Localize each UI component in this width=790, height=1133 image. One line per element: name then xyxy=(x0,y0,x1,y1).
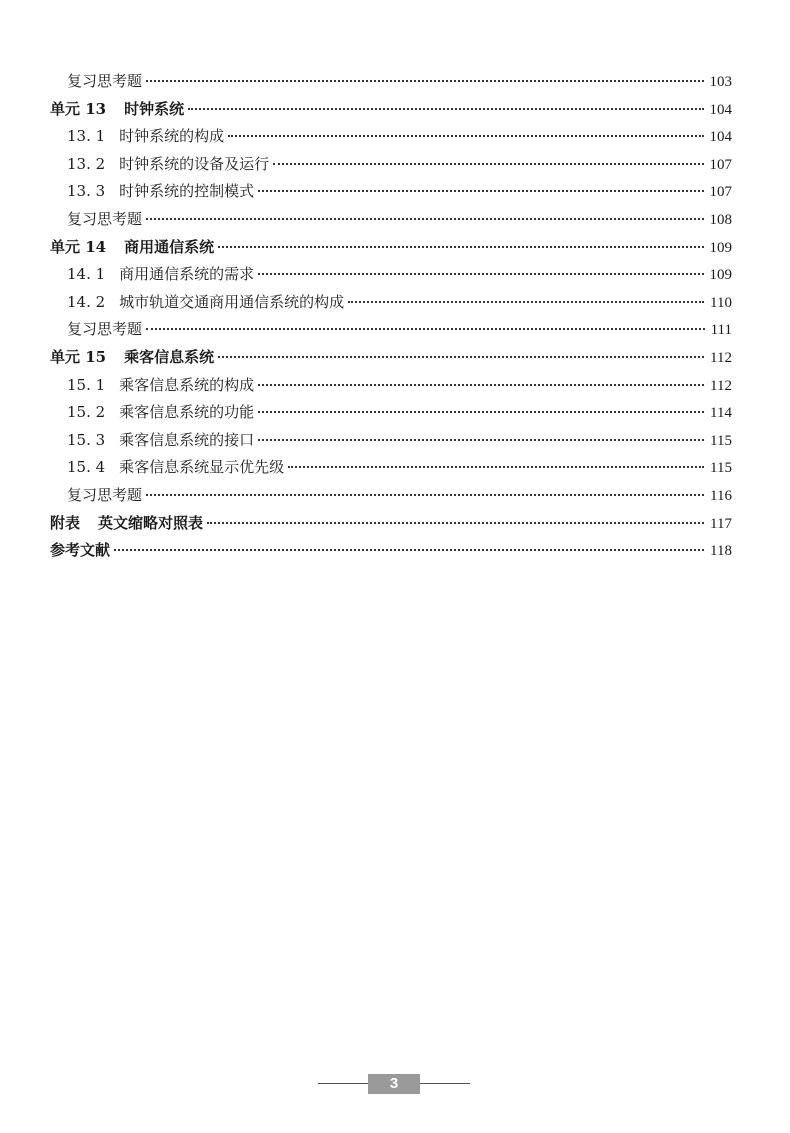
toc-unit-number: 单元 14 xyxy=(50,237,107,256)
dot-leader xyxy=(146,80,703,82)
dot-leader xyxy=(273,163,703,165)
toc-section-number: 15. 3 xyxy=(67,430,106,449)
toc-entry[interactable] xyxy=(50,399,732,427)
toc-unit-entry[interactable] xyxy=(50,96,732,124)
toc-entry-title: 商用通信系统的需求 xyxy=(119,265,255,284)
dot-leader xyxy=(258,439,704,441)
dot-leader xyxy=(288,466,704,468)
dot-leader xyxy=(218,356,704,358)
toc-entry-title: 乘客信息系统的构成 xyxy=(119,375,255,394)
toc-entry-page: 118 xyxy=(710,543,732,560)
toc-section-number: 14. 1 xyxy=(67,265,106,284)
toc-entry-title: 参考文献 xyxy=(50,541,111,560)
toc-entry-page: 110 xyxy=(710,294,732,311)
dot-leader xyxy=(114,549,704,551)
toc-appendix-entry[interactable] xyxy=(50,510,732,538)
toc-entry-page: 109 xyxy=(709,267,732,284)
footer-rule-right xyxy=(420,1083,470,1084)
toc-entry-page: 107 xyxy=(709,156,732,173)
toc-unit-number: 单元 13 xyxy=(50,99,107,118)
table-of-contents xyxy=(50,68,732,565)
toc-unit-number: 单元 15 xyxy=(50,347,107,366)
toc-entry-title: 时钟系统的设备及运行 xyxy=(119,154,270,173)
toc-entry-title: 商用通信系统 xyxy=(124,237,215,256)
toc-references-entry[interactable] xyxy=(50,537,732,565)
toc-entry-title: 复习思考题 xyxy=(67,320,143,339)
toc-entry[interactable] xyxy=(50,482,732,510)
toc-entry-page: 111 xyxy=(710,322,732,339)
dot-leader xyxy=(207,522,704,524)
toc-entry-title: 复习思考题 xyxy=(67,72,143,90)
toc-entry-title: 时钟系统 xyxy=(124,99,185,118)
toc-section-number: 13. 3 xyxy=(67,182,106,201)
toc-entry-title: 乘客信息系统 xyxy=(124,347,215,366)
dot-leader xyxy=(348,301,704,303)
toc-entry[interactable] xyxy=(50,206,732,234)
toc-entry-page: 112 xyxy=(710,377,732,394)
toc-entry-title: 复习思考题 xyxy=(67,209,143,228)
toc-entry[interactable] xyxy=(50,68,732,96)
toc-section-number: 15. 1 xyxy=(67,375,106,394)
dot-leader xyxy=(258,411,704,413)
toc-entry-page: 107 xyxy=(709,184,732,201)
dot-leader xyxy=(258,190,703,192)
dot-leader xyxy=(146,494,704,496)
page-number-badge: 3 xyxy=(368,1074,420,1094)
toc-entry-title: 城市轨道交通商用通信系统的构成 xyxy=(119,292,345,311)
toc-entry-page: 109 xyxy=(709,239,732,256)
toc-entry-page: 108 xyxy=(709,211,732,228)
page-footer xyxy=(0,1072,790,1096)
toc-section-number: 13. 1 xyxy=(67,127,106,146)
toc-section-number: 15. 2 xyxy=(67,403,106,422)
toc-entry-page: 116 xyxy=(710,487,732,504)
footer-rule-left xyxy=(318,1083,370,1084)
toc-entry[interactable] xyxy=(50,427,732,455)
toc-section-number: 14. 2 xyxy=(67,292,106,311)
toc-unit-entry[interactable] xyxy=(50,234,732,262)
dot-leader xyxy=(188,108,703,110)
toc-entry-title: 复习思考题 xyxy=(67,485,143,504)
dot-leader xyxy=(258,384,704,386)
toc-entry-title: 乘客信息系统显示优先级 xyxy=(119,458,285,477)
toc-entry[interactable] xyxy=(50,123,732,151)
toc-entry-page: 103 xyxy=(709,74,732,90)
toc-entry-page: 112 xyxy=(710,349,732,366)
toc-entry-title: 乘客信息系统的接口 xyxy=(119,430,255,449)
dot-leader xyxy=(218,246,703,248)
toc-entry-page: 114 xyxy=(710,405,732,422)
toc-section-number: 15. 4 xyxy=(67,458,106,477)
dot-leader xyxy=(146,328,705,330)
dot-leader xyxy=(146,218,703,220)
toc-entry-page: 104 xyxy=(709,101,732,118)
toc-unit-entry[interactable] xyxy=(50,344,732,372)
toc-entry[interactable] xyxy=(50,454,732,482)
toc-entry-page: 115 xyxy=(710,432,732,449)
toc-entry-title: 时钟系统的控制模式 xyxy=(119,182,255,201)
toc-entry-title: 乘客信息系统的功能 xyxy=(119,403,255,422)
toc-section-number: 13. 2 xyxy=(67,154,106,173)
toc-entry[interactable] xyxy=(50,289,732,317)
dot-leader xyxy=(258,273,703,275)
toc-entry-page: 117 xyxy=(710,515,732,532)
toc-entry[interactable] xyxy=(50,178,732,206)
dot-leader xyxy=(228,135,703,137)
toc-entry[interactable] xyxy=(50,316,732,344)
toc-entry[interactable] xyxy=(50,261,732,289)
toc-entry-page: 115 xyxy=(710,460,732,477)
toc-entry-title: 时钟系统的构成 xyxy=(119,127,225,146)
toc-entry-title: 英文缩略对照表 xyxy=(98,513,204,532)
toc-entry[interactable] xyxy=(50,151,732,179)
toc-appendix-label: 附表 xyxy=(50,513,81,532)
toc-entry-page: 104 xyxy=(709,129,732,146)
toc-entry[interactable] xyxy=(50,372,732,400)
